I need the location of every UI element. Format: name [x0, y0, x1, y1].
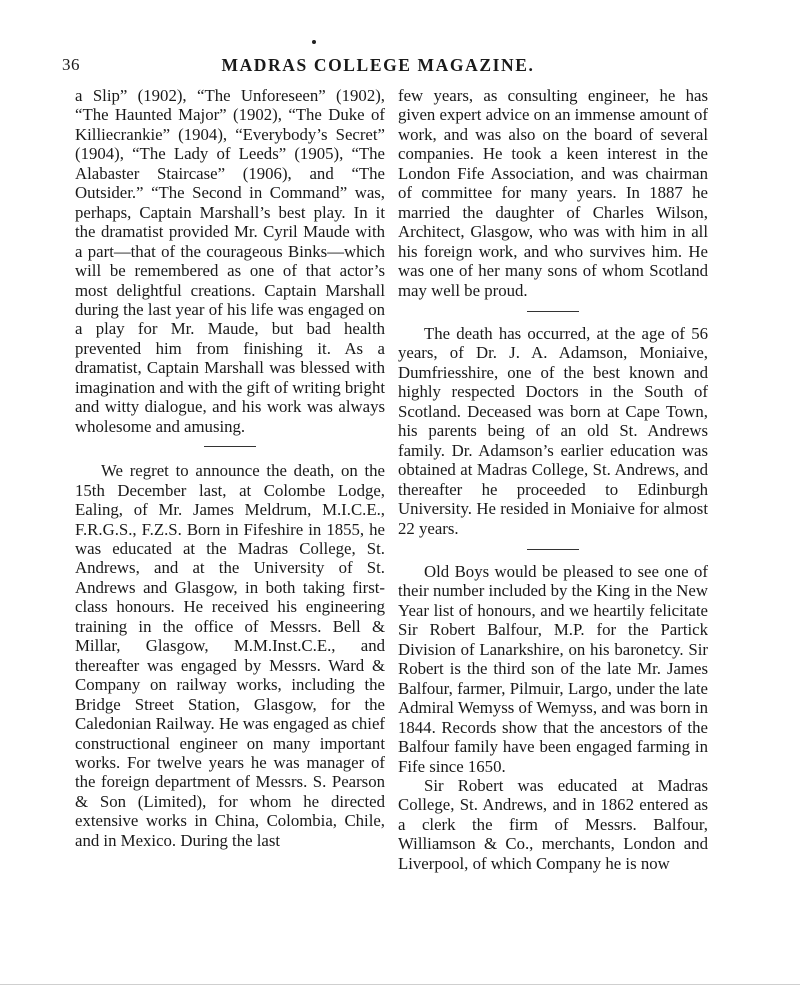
section-divider: [204, 446, 256, 447]
section-divider: [527, 549, 579, 550]
balfour-paragraph: Old Boys would be pleased to see one of their number included by the King in the New Year list of honours, and we heartily felicitate Sir Robert Balfour, M.P. for the Partick Division of Lanarkshire, on his baronetcy. Sir Robert is the third son of the late Mr. James Balfour, farmer, Pilmuir, Largo, under the late Admiral Wemyss of Wemyss, and was born in 1844. Records show that the ancestors of the Balfour family have been engaged farming in Fife since 1650.: [398, 561, 708, 776]
ornament-dot: [312, 40, 316, 44]
meldrum-continuation-paragraph: few years, as consulting engineer, he has given expert advice on an immense amount of work, and was also on the board of several companies. He took a keen interest in the London Fife Association, and was chairman of committee for many years. In 1887 he married the daughter of Charles Wilson, Architect, Glasgow, who was with him in all his foreign work, and who survives him. He was one of her many sons of whom Scotland may well be proud.: [398, 86, 708, 300]
meldrum-paragraph: We regret to announce the death, on the 15th December last, at Colombe Lodge, Ealing, of Mr. James Meldrum, M.I.C.E., F.R.G.S., F.Z.S. Born in Fifeshire in 1855, he was educated at the Madras College, St. Andrews, and at the University of St. Andrews and Glasgow, in both taking first-class honours. He received his engineering training in the office of Messrs. Bell & Millar, Glasgow, M.M.Inst.C.E., and thereafter was engaged by Messrs. Ward & Company on railway works, including the Bridge Street Station, Glasgow, for the Caledonian Railway. He was engaged as chief constructional engineer on many important works. For twelve years he was manager of the foreign department of Messrs. S. Pearson & Son (Limited), for whom he directed extensive works in China, Colombia, Chile, and in Mexico. During the last: [75, 461, 385, 850]
running-head: MADRAS COLLEGE MAGAZINE.: [221, 55, 535, 75]
page-number: 36: [62, 55, 80, 74]
right-column: [398, 86, 708, 873]
balfour-education-paragraph: Sir Robert was educated at Madras College, St. Andrews, and in 1862 entered as a clerk the firm of Messrs. Balfour, Williamson & Co., merchants, London and Liverpool, of which Company he is now: [398, 775, 708, 873]
marshall-paragraph: a Slip” (1902), “The Unforeseen” (1902), “The Haunted Major” (1902), “The Duke of Killiecrankie” (1904), “Everybody’s Secret” (1904), “The Lady of Leeds” (1905), “The Alabaster Staircase” (1906), and “The Outsider.” “The Second in Command” was, perhaps, Captain Marshall’s best play. In it the dramatist provided Mr. Cyril Maude with a part—that of the courageous Binks—which will be remembered as one of that actor’s most delightful creations. Captain Marshall during the last year of his life was engaged on a play for Mr. Maude, but bad health prevented him from finishing it. As a dramatist, Captain Marshall was blessed with imagination and with the gift of writing bright and witty dialogue, and his work was always wholesome and amusing.: [75, 86, 385, 436]
adamson-paragraph: The death has occurred, at the age of 56 years, of Dr. J. A. Adamson, Moniaive, Dumfriesshire, one of the best known and highly respected Doctors in the South of Scotland. Deceased was born at Cape Town, his parents being of an old St. Andrews family. Dr. Adamson’s earlier education was obtained at Madras College, St. Andrews, and thereafter he proceeded to Edinburgh University. He resided in Moniaive for almost 22 years.: [398, 323, 708, 538]
left-column: [75, 86, 385, 850]
section-divider: [527, 311, 579, 312]
page-edge-line: [0, 984, 800, 985]
